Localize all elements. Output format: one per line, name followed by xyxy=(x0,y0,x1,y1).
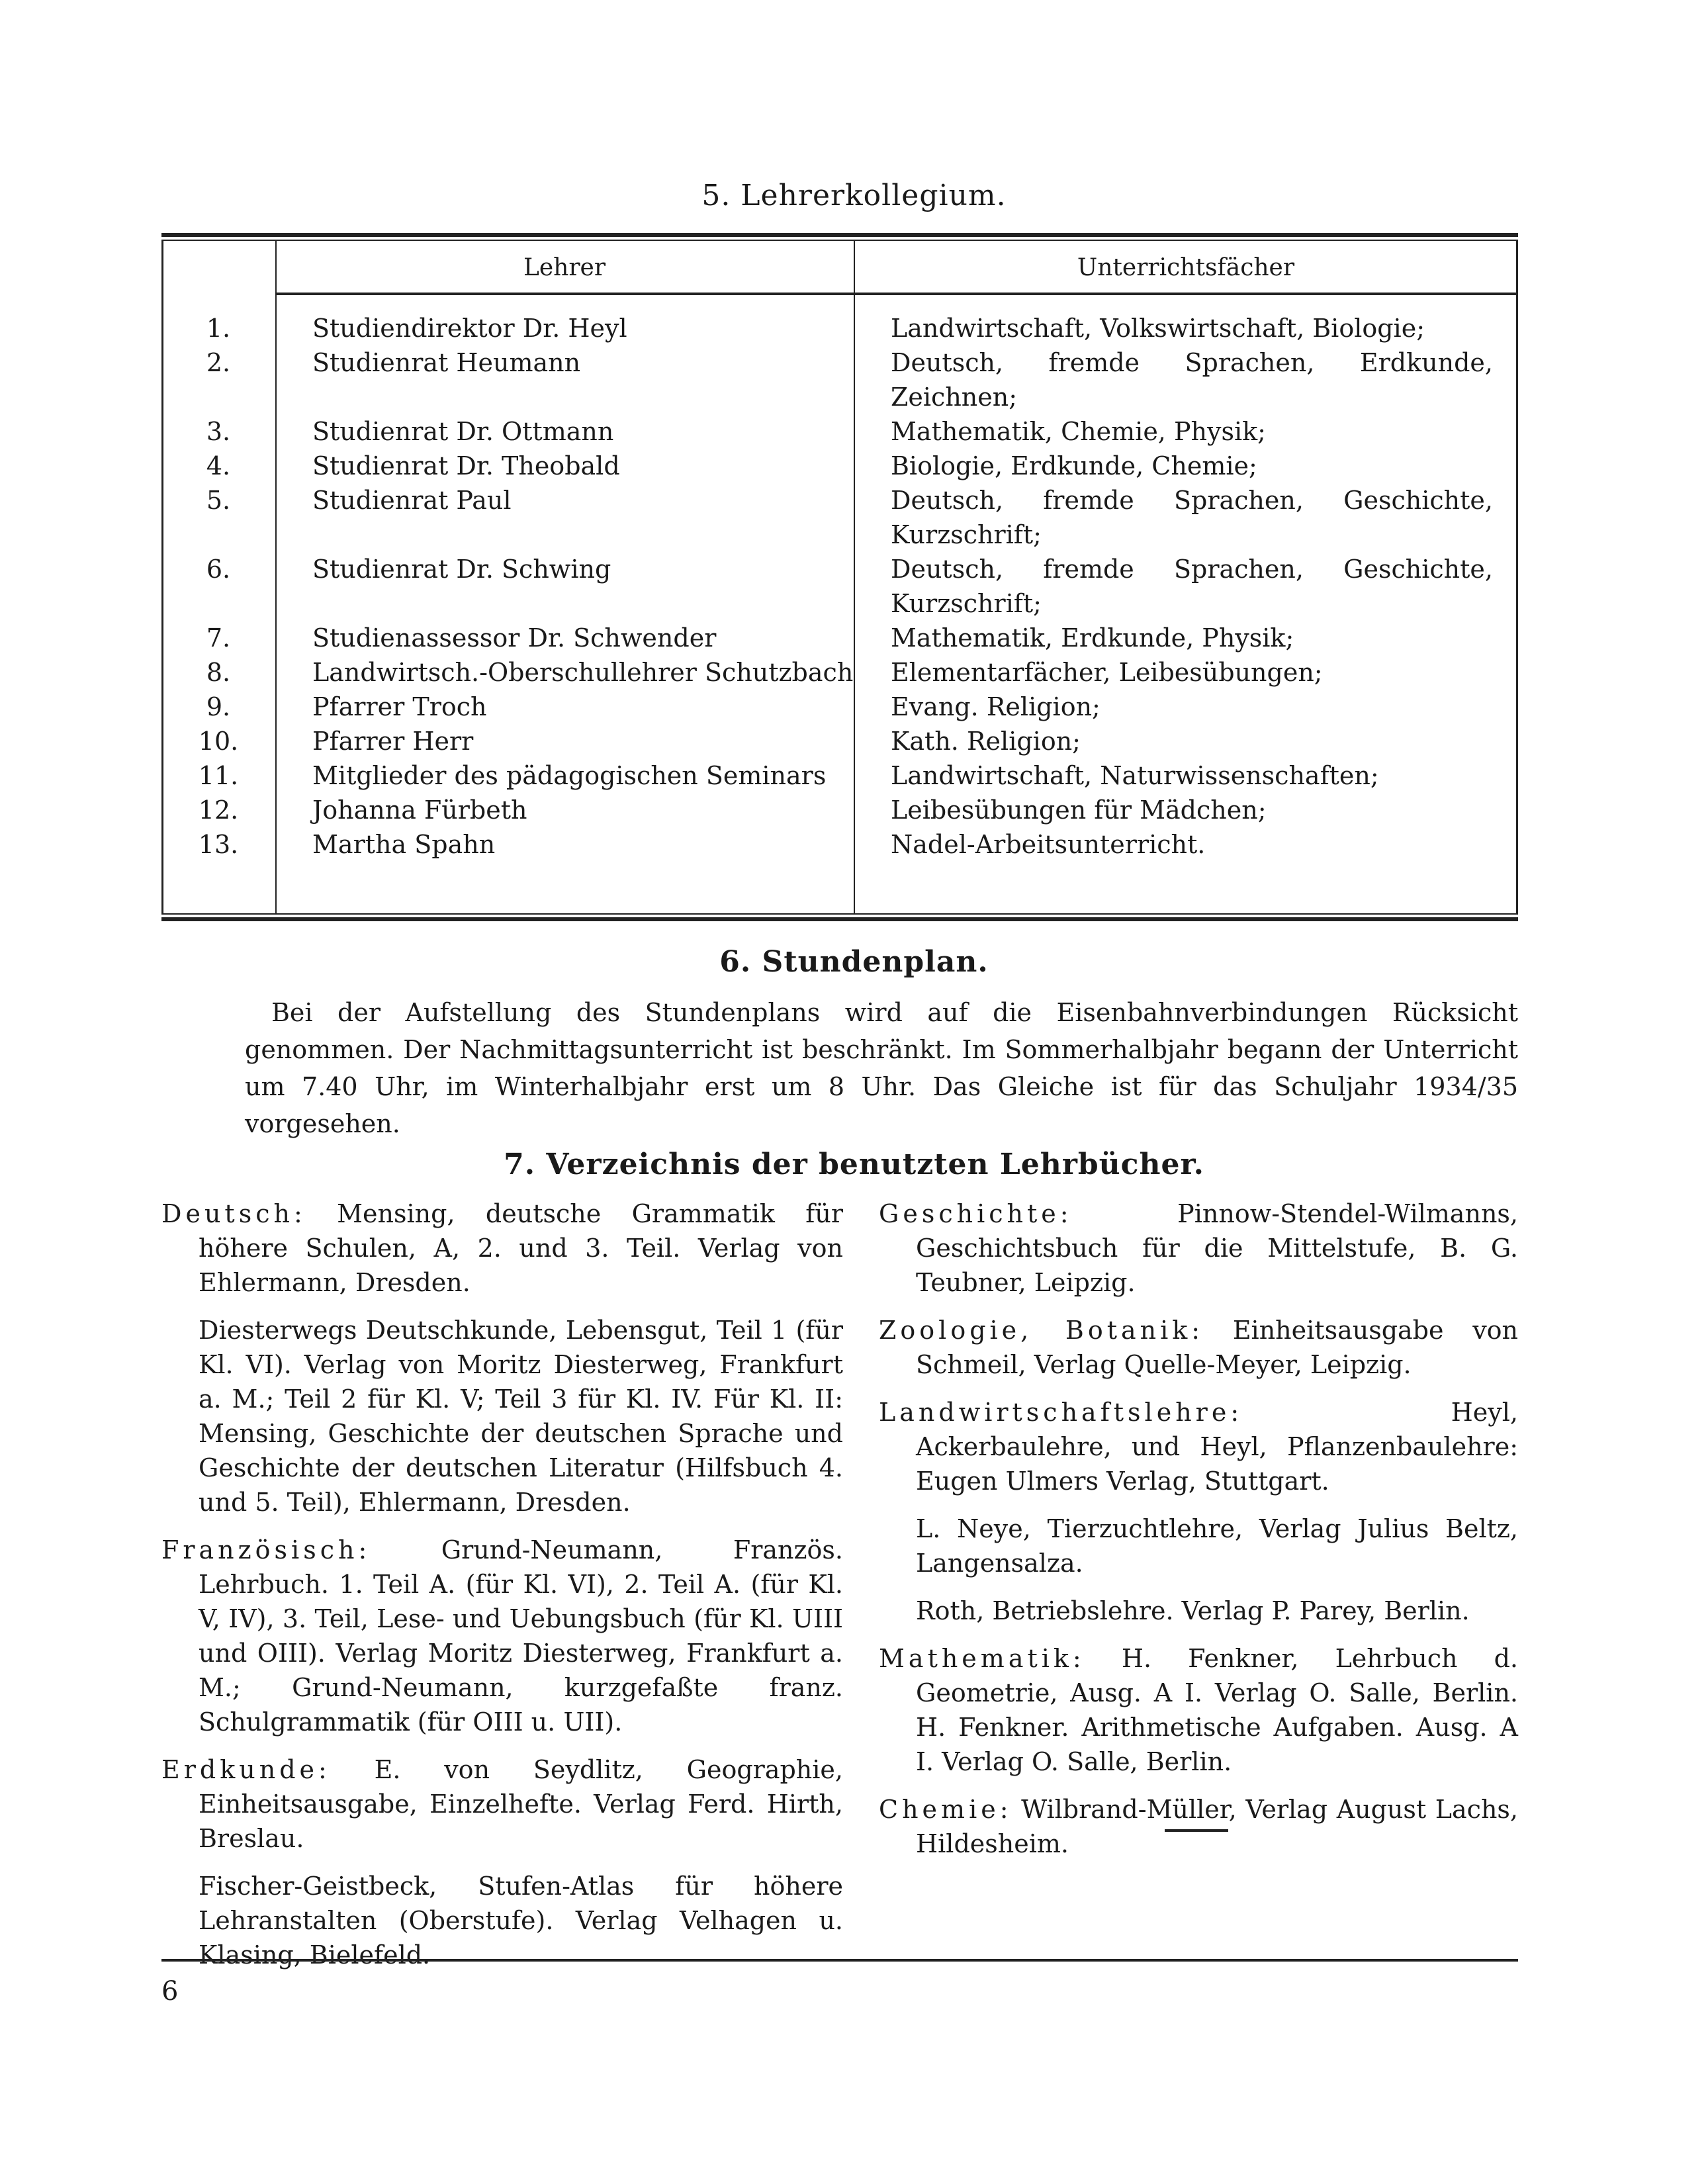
row-number: 12. xyxy=(198,795,239,825)
row-number: 7. xyxy=(206,623,231,653)
textbook-entry xyxy=(161,1869,843,1972)
column-header-subjects: Unterrichtsfächer xyxy=(1077,254,1295,281)
teacher-subjects: Mathematik, Chemie, Physik; xyxy=(891,417,1266,446)
teacher-table xyxy=(161,233,1518,921)
teacher-name: Martha Spahn xyxy=(312,830,496,859)
footer-rule xyxy=(161,1959,1518,1962)
textbook-text: Fischer-Geistbeck, Stufen-Atlas für höhere Lehranstalten (Oberstufe). Verlag Velhagen u. Klasing, Bielefeld. xyxy=(199,1872,843,1970)
teacher-subjects: Biologie, Erdkunde, Chemie; xyxy=(891,451,1257,480)
textbook-entry xyxy=(161,1197,843,1300)
row-number: 3. xyxy=(206,417,231,446)
subject-label: Mathematik: xyxy=(879,1644,1085,1673)
textbook-text: Grund-Neumann, Französ. Lehrbuch. 1. Teil A. (für Kl. VI), 2. Teil A. (für Kl. V, IV), 3. Teil, Lese- und Uebungsbuch (für Kl. UIII und OIII). Verlag Moritz Diesterweg, Frankfurt a. M.; Grund-Neumann, kurzgefaßte franz. Schulgrammatik (für OIII u. UII). xyxy=(199,1535,843,1737)
row-number: 8. xyxy=(206,658,231,687)
table-row xyxy=(161,483,1518,552)
textbook-text: H. Fenkner, Lehrbuch d. Geometrie, Ausg. A I. Verlag O. Salle, Berlin. H. Fenkner. Arithmetische Aufgaben. Ausg. A I. Verlag O. Salle, Berlin. xyxy=(916,1644,1518,1776)
textbook-entry xyxy=(161,1313,843,1519)
teacher-name: Studienrat Paul xyxy=(312,486,512,515)
row-number: 5. xyxy=(206,486,231,515)
row-number: 1. xyxy=(206,314,231,343)
teacher-name: Mitglieder des pädagogischen Seminars xyxy=(312,761,827,790)
table-row xyxy=(161,690,1518,724)
teacher-subjects: Nadel-Arbeitsunterricht. xyxy=(891,830,1206,859)
textbook-text: Mensing, deutsche Grammatik für höhere Schulen, A, 2. und 3. Teil. Verlag von Ehlermann, Dresden. xyxy=(199,1199,843,1297)
subject-label: Französisch: xyxy=(161,1535,371,1564)
table-row xyxy=(161,449,1518,483)
subject-label: Deutsch: xyxy=(161,1199,306,1228)
table-rule-top xyxy=(161,233,1518,237)
subject-label: Chemie: xyxy=(879,1795,1012,1824)
teacher-subjects: Leibesübungen für Mädchen; xyxy=(891,795,1267,825)
row-number: 10. xyxy=(198,727,239,756)
column-header-teacher: Lehrer xyxy=(523,254,606,281)
textbook-text: Pinnow-Stendel-Wilmanns, Geschichtsbuch für die Mittelstufe, B. G. Teubner, Leipzig. xyxy=(916,1199,1518,1297)
section-heading-stundenplan: 6. Stundenplan. xyxy=(719,945,989,979)
textbook-text: L. Neye, Tierzuchtlehre, Verlag Julius Beltz, Langensalza. xyxy=(916,1514,1518,1578)
teacher-name: Studiendirektor Dr. Heyl xyxy=(312,314,627,343)
section-heading-lehrerkollegium: 5. Lehrerkollegium. xyxy=(701,179,1007,212)
row-number: 11. xyxy=(198,761,239,790)
row-number: 2. xyxy=(206,348,231,377)
subject-label: Erdkunde: xyxy=(161,1755,331,1784)
row-number: 9. xyxy=(206,692,231,721)
teacher-subjects: Deutsch, fremde Sprachen, Geschichte, Kurzschrift; xyxy=(891,486,1493,549)
teacher-name: Studienassessor Dr. Schwender xyxy=(312,623,717,653)
table-body xyxy=(161,311,1518,862)
textbook-entry xyxy=(879,1197,1518,1300)
textbook-entry xyxy=(879,1313,1518,1382)
textbook-text: Einheitsausgabe von Schmeil, Verlag Quelle-Meyer, Leipzig. xyxy=(916,1316,1519,1379)
row-number: 6. xyxy=(206,555,231,584)
teacher-subjects: Landwirtschaft, Volkswirtschaft, Biologie; xyxy=(891,314,1425,343)
subject-label: Landwirtschaftslehre: xyxy=(879,1398,1243,1427)
textbook-text: E. von Seydlitz, Geographie, Einheitsausgabe, Einzelhefte. Verlag Ferd. Hirth, Breslau. xyxy=(199,1755,843,1853)
textbook-list-left xyxy=(161,1197,843,1985)
teacher-subjects: Mathematik, Erdkunde, Physik; xyxy=(891,623,1294,653)
teacher-subjects: Evang. Religion; xyxy=(891,692,1101,721)
teacher-name: Studienrat Heumann xyxy=(312,348,581,377)
row-number: 4. xyxy=(206,451,231,480)
teacher-subjects: Deutsch, fremde Sprachen, Geschichte, Kurzschrift; xyxy=(891,555,1493,618)
textbook-text: Wilbrand-Müller, Verlag August Lachs, Hildesheim. xyxy=(916,1795,1518,1858)
row-number: 13. xyxy=(198,830,239,859)
table-rule-bottom xyxy=(161,917,1518,921)
textbook-text: Heyl, Ackerbaulehre, und Heyl, Pflanzenbaulehre: Eugen Ulmers Verlag, Stuttgart. xyxy=(916,1398,1518,1496)
table-row xyxy=(161,827,1518,862)
stundenplan-paragraph xyxy=(245,994,1518,1142)
textbook-entry xyxy=(879,1641,1518,1779)
teacher-name: Studienrat Dr. Schwing xyxy=(312,555,611,584)
teacher-name: Pfarrer Troch xyxy=(312,692,487,721)
end-rule xyxy=(1165,1829,1228,1832)
table-header-rule xyxy=(275,293,1518,295)
teacher-name: Pfarrer Herr xyxy=(312,727,474,756)
textbook-text: Diesterwegs Deutschkunde, Lebensgut, Teil 1 (für Kl. VI). Verlag von Moritz Diesterweg, Frankfurt a. M.; Teil 2 für Kl. V; Teil 3 für Kl. IV. Für Kl. II: Mensing, Geschichte der deutschen Sprache und Geschichte der deutschen Literatur (Hilfsbuch 4. und 5. Teil), Ehlermann, Dresden. xyxy=(199,1316,843,1517)
table-row xyxy=(161,414,1518,449)
teacher-name: Landwirtsch.-Oberschullehrer Schutzbach xyxy=(312,658,854,687)
teacher-subjects: Kath. Religion; xyxy=(891,727,1081,756)
table-row xyxy=(161,552,1518,621)
teacher-name: Johanna Fürbeth xyxy=(312,795,527,825)
table-rule-top-thin xyxy=(161,240,1518,241)
table-row xyxy=(161,311,1518,345)
textbook-entry xyxy=(161,1752,843,1856)
teacher-subjects: Deutsch, fremde Sprachen, Erdkunde, Zeichnen; xyxy=(891,348,1493,412)
textbook-entry xyxy=(161,1533,843,1739)
subject-label: Zoologie, Botanik: xyxy=(879,1316,1204,1345)
teacher-name: Studienrat Dr. Ottmann xyxy=(312,417,614,446)
textbook-entry xyxy=(879,1512,1518,1580)
textbook-text: Roth, Betriebslehre. Verlag P. Parey, Berlin. xyxy=(916,1596,1470,1625)
teacher-subjects: Landwirtschaft, Naturwissenschaften; xyxy=(891,761,1379,790)
teacher-name: Studienrat Dr. Theobald xyxy=(312,451,620,480)
teacher-subjects: Elementarfächer, Leibesübungen; xyxy=(891,658,1323,687)
section-heading-lehrbuecher: 7. Verzeichnis der benutzten Lehrbücher. xyxy=(504,1148,1204,1181)
table-row xyxy=(161,621,1518,655)
page-number: 6 xyxy=(161,1976,179,2007)
table-rule-bottom-thin xyxy=(161,913,1518,915)
table-row xyxy=(161,345,1518,414)
table-row xyxy=(161,724,1518,758)
textbook-list-right xyxy=(879,1197,1518,1874)
table-row xyxy=(161,758,1518,793)
textbook-entry xyxy=(879,1792,1518,1861)
stundenplan-text: Bei der Aufstellung des Stundenplans wird auf die Eisenbahnverbindungen Rücksicht genommen. Der Nachmittagsunterricht ist beschränkt. Im Sommerhalbjahr begann der Unterricht um 7.40 Uhr, im Winterhalbjahr erst um 8 Uhr. Das Gleiche ist für das Schuljahr 1934/35 vorgesehen. xyxy=(245,998,1518,1138)
textbook-entry xyxy=(879,1594,1518,1628)
subject-label: Geschichte: xyxy=(879,1199,1073,1228)
table-row xyxy=(161,655,1518,690)
table-row xyxy=(161,793,1518,827)
textbook-entry xyxy=(879,1395,1518,1498)
